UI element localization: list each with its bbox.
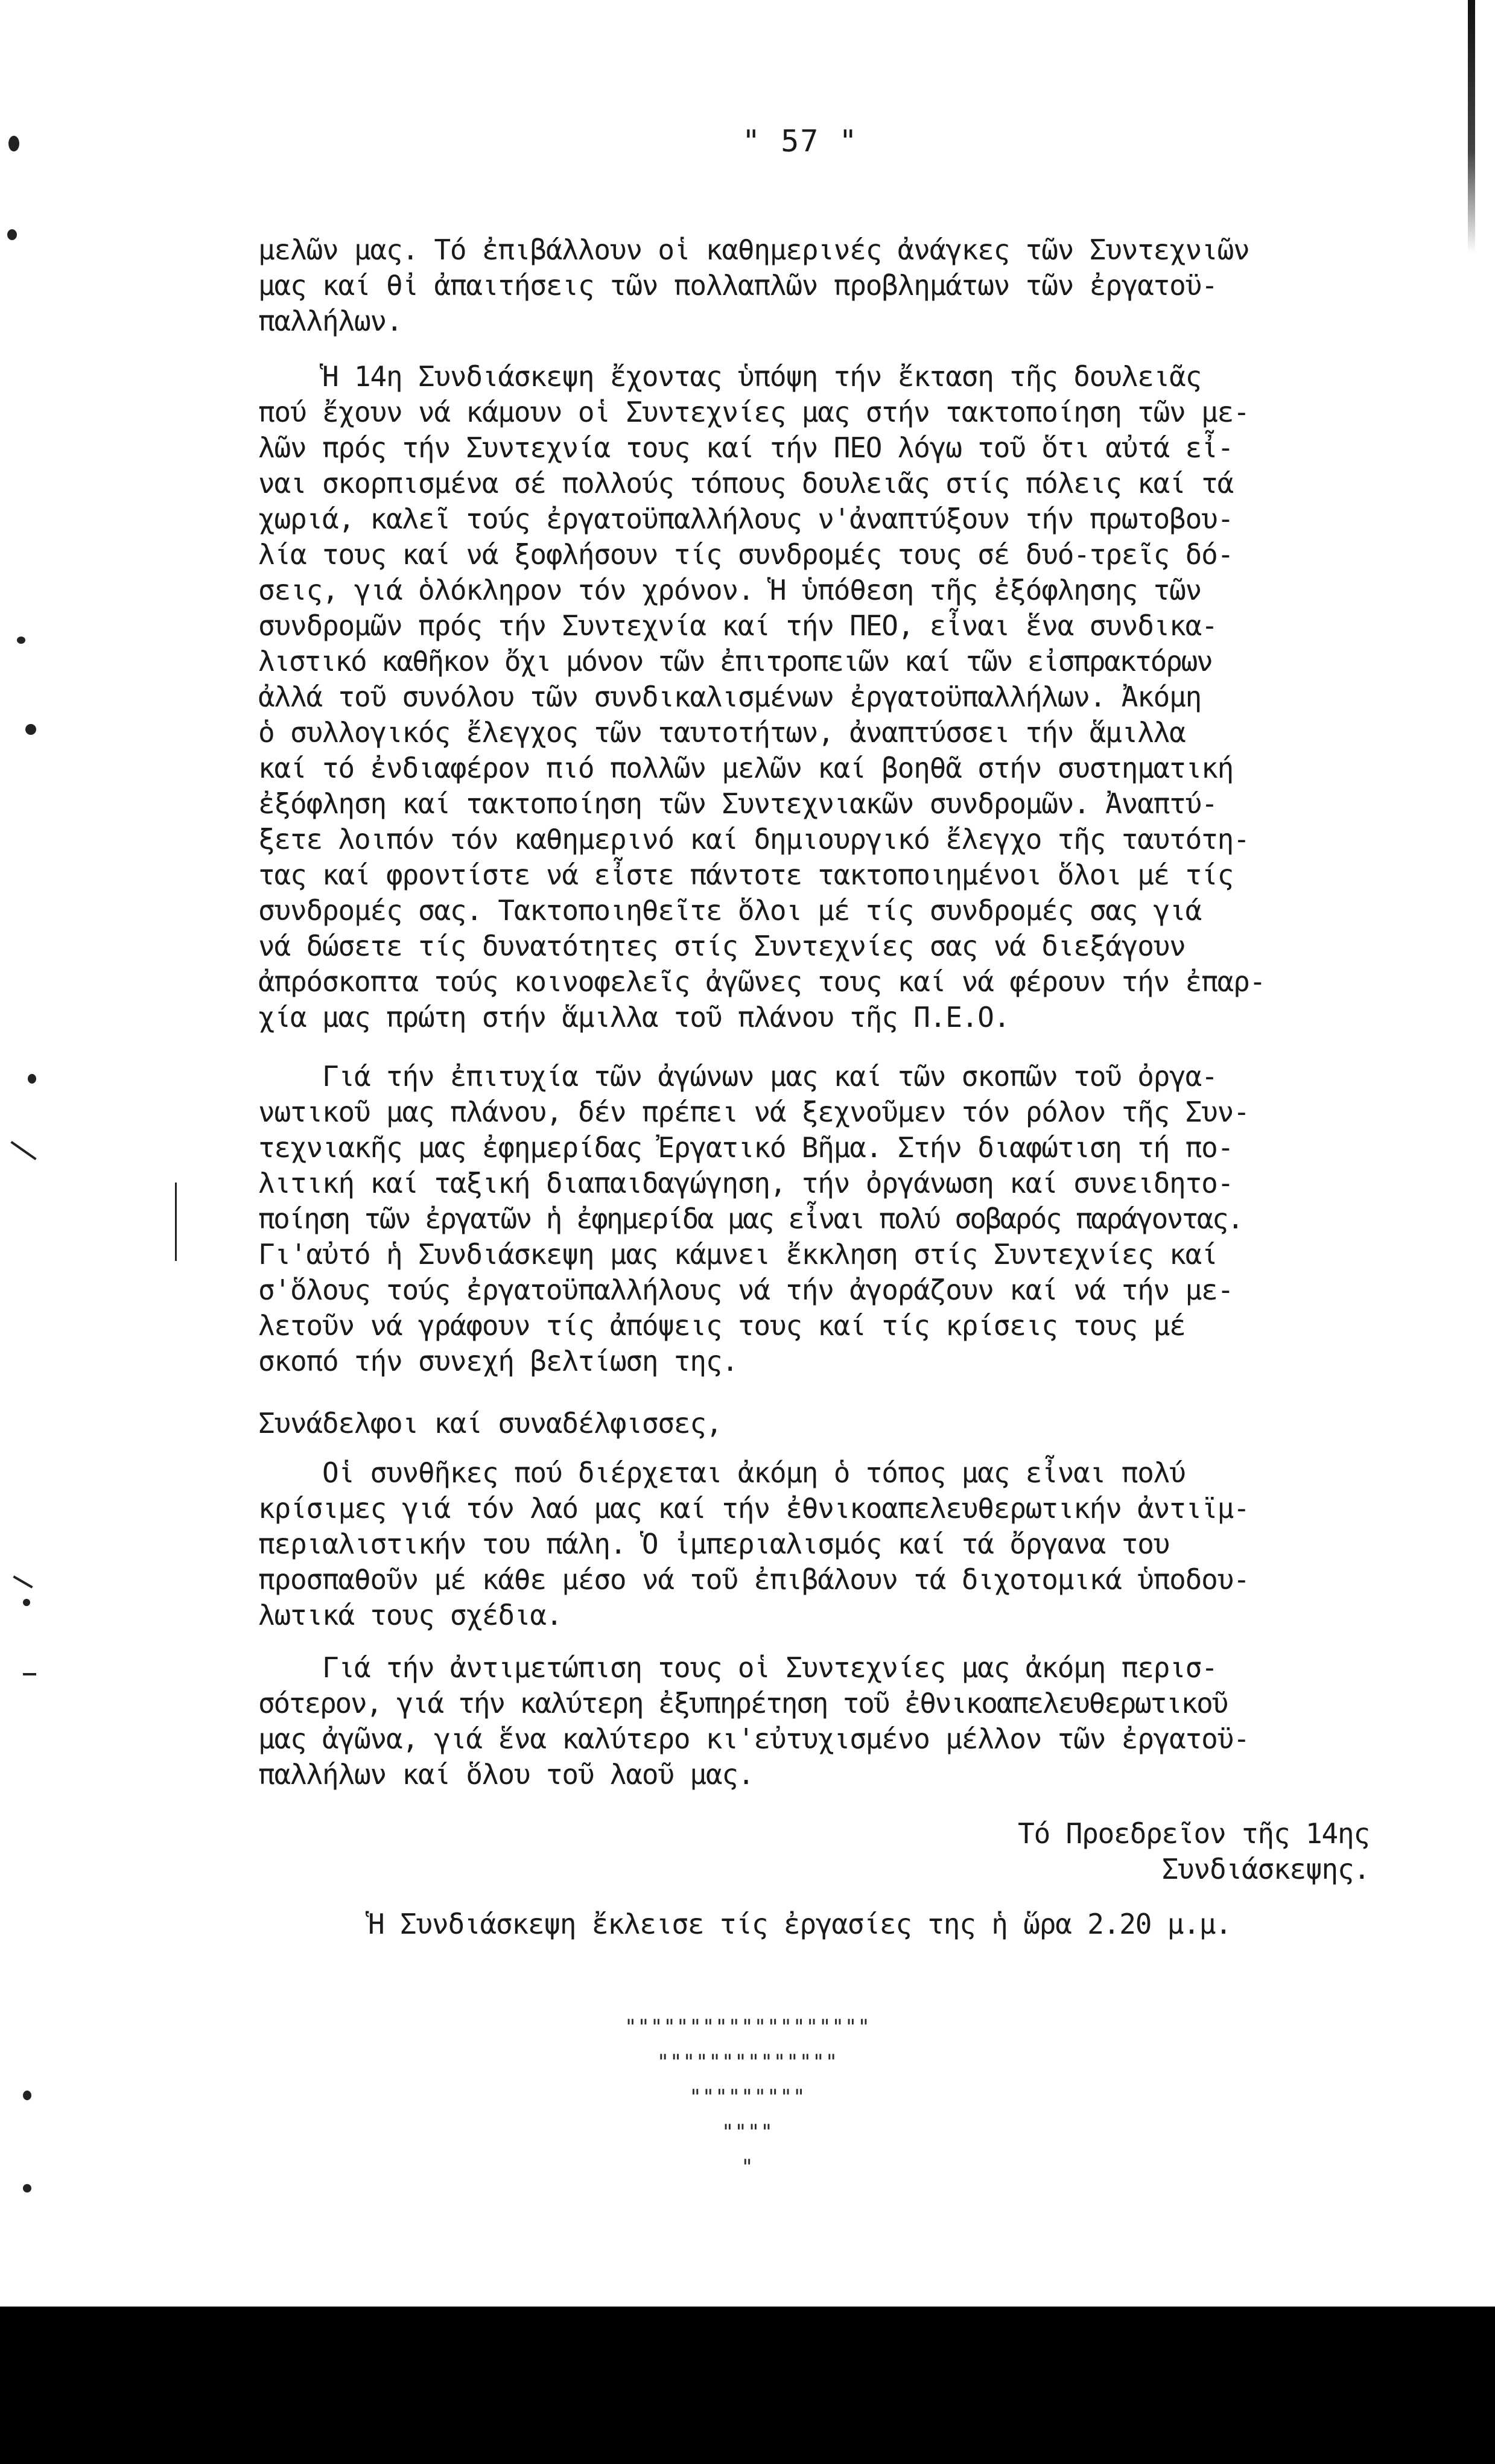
- separator-line: """"""""""""""""""": [624, 2015, 871, 2039]
- scan-mark: [10, 1141, 36, 1160]
- scan-mark: [13, 1575, 33, 1588]
- text-line: Ἡ 14η Συνδιάσκεψη ἔχοντας ὑπόψη τήν ἔκταση τῆς δουλειᾶς: [258, 360, 1202, 393]
- text-line: τεχνιακῆς μας ἐφημερίδας Ἐργατικό Βῆμα. Στήν διαφώτιση τή πο-: [258, 1131, 1234, 1164]
- text-line: μελῶν μας. Τό ἐπιβάλλουν οἱ καθημερινές ἀνάγκες τῶν Συντεχνιῶν: [258, 233, 1249, 266]
- text-line: νά δώσετε τίς δυνατότητες στίς Συντεχνίες σας νά διεξάγουν: [258, 930, 1186, 962]
- text-line: λῶν πρός τήν Συντεχνία τους καί τήν ΠΕΟ λόγω τοῦ ὅτι αὐτά εἶ-: [258, 431, 1234, 464]
- text-line: πού ἔχουν νά κάμουν οἱ Συντεχνίες μας στήν τακτοποίηση τῶν με-: [258, 396, 1249, 428]
- text-line: μας καί θἰ ἀπαιτήσεις τῶν πολλαπλῶν προβλημάτων τῶν ἐργατοϋ-: [258, 269, 1217, 302]
- scan-edge-shadow: [1468, 0, 1475, 253]
- text-line: λωτικά τους σχέδια.: [258, 1599, 562, 1631]
- text-line: ἀπρόσκοπτα τούς κοινοφελεῖς ἀγῶνες τους καί νά φέρουν τήν ἐπαρ-: [258, 965, 1266, 998]
- text-line: παλλήλων καί ὅλου τοῦ λαοῦ μας.: [258, 1758, 754, 1791]
- text-line: ναι σκορπισμένα σέ πολλούς τόπους δουλειᾶς στίς πόλεις καί τά: [258, 467, 1234, 500]
- text-line: παλλήλων.: [258, 305, 402, 337]
- text-line: λετοῦν νά γράφουν τίς ἀπόψεις τους καί τίς κρίσεις τους μέ: [258, 1309, 1186, 1342]
- text-line: σότερον, γιά τήν καλύτερη ἐξυπηρέτηση τοῦ ἐθνικοαπελευθερωτικοῦ: [258, 1687, 1228, 1719]
- paragraph-5: [258, 1650, 1495, 1792]
- paragraph-1: [258, 232, 1495, 339]
- text-line: ποίηση τῶν ἐργατῶν ἡ ἐφημερίδα μας εἶναι πολύ σοβαρός παράγοντας.: [258, 1202, 1243, 1235]
- text-line: ξετε λοιπόν τόν καθημερινό καί δημιουργικό ἔλεγχο τῆς ταυτότη-: [258, 823, 1249, 856]
- signature-line-2: Συνδιάσκεψης.: [1161, 1853, 1370, 1885]
- text-line: συνδρομῶν πρός τήν Συντεχνία καί τήν ΠΕΟ, εἶναι ἕνα συνδικα-: [258, 609, 1217, 642]
- text-line: λιστικό καθῆκον ὄχι μόνον τῶν ἐπιτροπειῶν καί τῶν εἰσπρακτόρων: [258, 645, 1212, 678]
- text-line: Γι'αὐτό ἡ Συνδιάσκεψη μας κάμνει ἔκκληση στίς Συντεχνίες καί: [258, 1238, 1217, 1271]
- text-line: ἐξόφληση καί τακτοποίηση τῶν Συντεχνιακῶν συνδρομῶν. Ἀναπτύ-: [258, 787, 1217, 820]
- scan-bottom-border: [0, 2307, 1495, 2464]
- text-line: λιτική καί ταξική διαπαιδαγώγηση, τήν ὀργάνωση καί συνειδητο-: [258, 1167, 1234, 1199]
- text-line: συνδρομές σας. Τακτοποιηθεῖτε ὅλοι μέ τίς συνδρομές σας γιά: [258, 894, 1202, 927]
- scan-mark: [175, 1183, 177, 1261]
- closing-statement: Ἡ Συνδιάσκεψη ἔκλεισε τίς ἐργασίες της ἡ ὥρα 2.20 μ.μ.: [368, 1908, 1231, 1940]
- separator-line: """": [722, 2120, 773, 2144]
- text-line: ἀλλά τοῦ συνόλου τῶν συνδικαλισμένων ἐργατοϋπαλλήλων. Ἀκόμη: [258, 681, 1202, 713]
- text-line: μας ἀγῶνα, γιά ἕνα καλύτερο κι'εὐτυχισμένο μέλλον τῶν ἐργατοϋ-: [258, 1723, 1249, 1755]
- scan-mark: [7, 229, 17, 240]
- text-line: χωριά, καλεῖ τούς ἐργατοϋπαλλήλους ν'ἀναπτύξουν τήν πρωτοβου-: [258, 503, 1234, 535]
- text-line: Συνάδελφοι καί συναδέλφισσες,: [258, 1407, 722, 1440]
- scan-mark: [25, 724, 36, 735]
- text-line: σ'ὅλους τούς ἐργατοϋπαλλήλους νά τήν ἀγοράζουν καί νά τήν με-: [258, 1274, 1234, 1306]
- separator-line: """""""""""""": [656, 2050, 839, 2074]
- text-line: περιαλιστικήν του πάλη. Ὁ ἰμπεριαλισμός καί τά ὄργανα του: [258, 1528, 1170, 1560]
- page-number: " 57 ": [742, 124, 859, 159]
- text-line: σεις, γιά ὁλόκληρον τόν χρόνον. Ἡ ὑπόθεση τῆς ἐξόφλησης τῶν: [258, 574, 1202, 606]
- paragraph-4: [258, 1455, 1495, 1633]
- text-line: σκοπό τήν συνεχή βελτίωση της.: [258, 1345, 738, 1377]
- paragraph-3: [258, 1059, 1495, 1379]
- text-line: κρίσιμες γιά τόν λαό μας καί τήν ἐθνικοαπελευθερωτικήν ἀντιϊμ-: [258, 1492, 1249, 1525]
- scan-mark: [23, 2091, 31, 2100]
- text-line: προσπαθοῦν μέ κάθε μέσο νά τοῦ ἐπιβάλουν τά διχοτομικά ὑποδου-: [258, 1563, 1249, 1596]
- scan-mark: [28, 1074, 36, 1084]
- signature-line-1: Τό Προεδρεῖον τῆς 14ης: [1018, 1817, 1370, 1850]
- text-line: τας καί φροντίστε νά εἶστε πάντοτε τακτοποιημένοι ὅλοι μέ τίς: [258, 859, 1234, 891]
- text-line: καί τό ἐνδιαφέρον πιό πολλῶν μελῶν καί βοηθᾶ στήν συστηματική: [258, 752, 1234, 784]
- text-line: Γιά τήν ἐπιτυχία τῶν ἀγώνων μας καί τῶν σκοπῶν τοῦ ὀργα-: [258, 1060, 1217, 1093]
- paragraph-2: [258, 359, 1495, 1035]
- salutation: [258, 1406, 1495, 1441]
- text-line: νωτικοῦ μας πλάνου, δέν πρέπει νά ξεχνοῦμεν τόν ρόλον τῆς Συν-: [258, 1096, 1249, 1128]
- scan-mark: [17, 637, 25, 644]
- text-line: Οἱ συνθῆκες πού διέρχεται ἀκόμη ὁ τόπος μας εἶναι πολύ: [258, 1456, 1186, 1489]
- scan-mark: [23, 2184, 31, 2193]
- separator-line: """"""""": [689, 2085, 806, 2109]
- scan-mark: [23, 1599, 30, 1606]
- scan-mark: [8, 136, 19, 151]
- text-line: ὁ συλλογικός ἔλεγχος τῶν ταυτοτήτων, ἀναπτύσσει τήν ἅμιλλα: [258, 716, 1186, 749]
- text-line: Γιά τήν ἀντιμετώπιση τους οἱ Συντεχνίες μας ἀκόμη περισ-: [258, 1651, 1217, 1684]
- separator-line: ": [741, 2155, 754, 2179]
- text-line: λία τους καί νά ξοφλήσουν τίς συνδρομές τους σέ δυό-τρεῖς δό-: [258, 538, 1234, 571]
- scan-mark: [23, 1673, 36, 1675]
- text-line: χία μας πρώτη στήν ἅμιλλα τοῦ πλάνου τῆς Π.Ε.Ο.: [258, 1001, 1010, 1034]
